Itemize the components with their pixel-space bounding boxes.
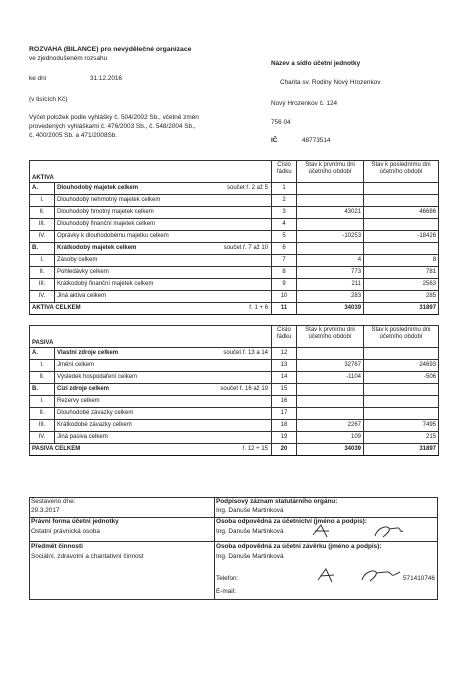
- row-number: 13: [272, 360, 297, 372]
- table-row: [30, 420, 439, 432]
- total-last-day: 31897: [364, 444, 439, 456]
- total-formula: ř. 1 + 6: [249, 305, 269, 311]
- row-number: 5: [272, 231, 297, 243]
- row-sum-formula: součet ř. 7 až 10: [223, 245, 269, 251]
- row-number: 15: [272, 384, 297, 396]
- pasiva-table: [29, 325, 439, 456]
- total-row: [30, 303, 439, 315]
- units-note: (v tisících Kč): [29, 96, 68, 103]
- accounting-person-label: Osoba odpovědná za účetnictví (jméno a podpis):: [216, 518, 367, 525]
- row-label-cell: [55, 195, 272, 207]
- total-first-day: 34039: [297, 444, 364, 456]
- signature-mark-1: [305, 519, 425, 541]
- table-row: [30, 348, 439, 360]
- table-row: [30, 231, 439, 243]
- ic-label: IČ: [271, 137, 278, 144]
- row-sum-formula: součet ř. 13 a 14: [223, 350, 269, 356]
- col-row-number: Číslo řádku: [272, 326, 297, 348]
- col-last-day: Stav k poslednímu dni účetního období: [364, 161, 439, 183]
- phone-value: 571410746: [403, 575, 435, 582]
- accounting-person-name: Ing. Danuše Martinková: [216, 528, 284, 535]
- row-label-cell: [55, 420, 272, 432]
- value-last-day: 2563: [364, 279, 439, 291]
- value-first-day: 773: [297, 267, 364, 279]
- total-row-number: 11: [272, 303, 297, 315]
- value-first-day: 211: [297, 279, 364, 291]
- value-first-day: 109: [297, 432, 364, 444]
- value-last-day: 8: [364, 255, 439, 267]
- total-label-cell: [30, 444, 272, 456]
- row-index: IV.: [30, 291, 55, 303]
- row-sum-formula: součet ř. 2 až 5: [227, 185, 269, 191]
- row-label-cell: [55, 231, 272, 243]
- value-last-day: 7495: [364, 420, 439, 432]
- value-last-day: 46686: [364, 207, 439, 219]
- row-number: 14: [272, 372, 297, 384]
- row-number: 8: [272, 267, 297, 279]
- value-last-day: [364, 384, 439, 396]
- ic-value: 48773514: [302, 137, 331, 144]
- date-value: 31.12.2016: [90, 75, 122, 82]
- table-row: [30, 267, 439, 279]
- value-last-day: 24693: [364, 360, 439, 372]
- total-row: [30, 444, 439, 456]
- value-first-day: 43021: [297, 207, 364, 219]
- row-label: Pohledávky celkem: [57, 269, 109, 275]
- org-zip: 756 04: [271, 119, 291, 126]
- row-index: III.: [30, 279, 55, 291]
- doc-title: ROZVAHA (BILANCE) pro nevýdělečné organizace: [29, 46, 192, 53]
- pasiva-title: PASIVA: [30, 326, 272, 348]
- row-label-cell: [55, 279, 272, 291]
- value-first-day: [297, 396, 364, 408]
- row-label-cell: [55, 255, 272, 267]
- row-label-cell: [55, 408, 272, 420]
- row-sum-formula: součet ř. 16 až 19: [220, 386, 269, 392]
- org-heading: Název a sídlo účetní jednotky: [271, 60, 361, 67]
- value-last-day: [364, 183, 439, 195]
- row-label-cell: [55, 267, 272, 279]
- table-row: [30, 396, 439, 408]
- value-first-day: [297, 243, 364, 255]
- row-label-cell: [55, 219, 272, 231]
- table-row: [30, 372, 439, 384]
- value-last-day: [364, 396, 439, 408]
- row-label: Dlouhodobý hmotný majetek celkem: [57, 209, 154, 215]
- value-first-day: [297, 348, 364, 360]
- row-index: II.: [30, 372, 55, 384]
- row-number: 19: [272, 432, 297, 444]
- value-first-day: [297, 219, 364, 231]
- row-number: 1: [272, 183, 297, 195]
- activity-label: Předmět činnosti: [31, 543, 83, 550]
- table-row: [30, 207, 439, 219]
- compiled-label: Sestaveno dne:: [31, 498, 76, 505]
- row-index: III.: [30, 219, 55, 231]
- value-last-day: -18426: [364, 231, 439, 243]
- row-number: 17: [272, 408, 297, 420]
- row-label: Vlastní zdroje celkem: [57, 350, 119, 356]
- value-first-day: [297, 384, 364, 396]
- row-index: II.: [30, 267, 55, 279]
- compiled-value: 29.3.2017: [31, 507, 60, 514]
- value-last-day: 781: [364, 267, 439, 279]
- row-number: 4: [272, 219, 297, 231]
- table-row: [30, 291, 439, 303]
- signature-name: Ing. Danuše Martinková: [216, 507, 284, 514]
- value-first-day: [297, 408, 364, 420]
- regulation-line-1: Výčet položek podle vyhlášky č. 504/2002 Sb., včetně změn: [29, 114, 199, 121]
- table-row: [30, 195, 439, 207]
- total-first-day: 34039: [297, 303, 364, 315]
- row-label-cell: [55, 432, 272, 444]
- row-label-cell: [55, 183, 272, 195]
- legal-form-value: Ostatní právnická osoba: [31, 528, 100, 535]
- row-index: B.: [30, 243, 55, 255]
- total-label-cell: [30, 303, 272, 315]
- value-last-day: -506: [364, 372, 439, 384]
- regulation-line-2: provedených vyhláškami č. 476/2003 Sb., č. 548/2004 Sb.,: [29, 123, 196, 130]
- value-last-day: 215: [364, 432, 439, 444]
- table-row: [30, 360, 439, 372]
- row-index: I.: [30, 360, 55, 372]
- row-label: Krátkodobý finanční majetek celkem: [57, 281, 154, 287]
- row-label-cell: [55, 348, 272, 360]
- email-label: E-mail:: [216, 588, 236, 595]
- row-label: Jiná aktiva celkem: [57, 293, 107, 299]
- value-last-day: [364, 195, 439, 207]
- row-number: 10: [272, 291, 297, 303]
- row-index: II.: [30, 207, 55, 219]
- closing-person-label: Osoba odpovědná za účetní závěrku (jméno a podpis):: [216, 543, 382, 550]
- value-first-day: 32767: [297, 360, 364, 372]
- row-label-cell: [55, 207, 272, 219]
- row-index: IV.: [30, 432, 55, 444]
- value-first-day: [297, 195, 364, 207]
- row-label-cell: [55, 396, 272, 408]
- row-label-cell: [55, 384, 272, 396]
- table-row: [30, 219, 439, 231]
- row-index: II.: [30, 408, 55, 420]
- row-label: Výsledek hospodaření celkem: [57, 374, 138, 380]
- value-first-day: 2267: [297, 420, 364, 432]
- col-last-day: Stav k poslednímu dni účetního období: [364, 326, 439, 348]
- row-number: 3: [272, 207, 297, 219]
- row-index: A.: [30, 183, 55, 195]
- row-index: I.: [30, 396, 55, 408]
- value-last-day: [364, 243, 439, 255]
- row-label: Jiná pasiva celkem: [57, 434, 108, 440]
- row-number: 7: [272, 255, 297, 267]
- signature-label: Podpisový záznam statutárního orgánu:: [216, 498, 338, 505]
- value-last-day: [364, 219, 439, 231]
- row-label: Jmění celkem: [57, 362, 95, 368]
- activity-value: Sociální, zdravotní a charitativní činnost: [31, 553, 144, 560]
- total-label: AKTIVA CELKEM: [32, 305, 81, 311]
- table-row: [30, 384, 439, 396]
- row-index: I.: [30, 255, 55, 267]
- org-address: Nový Hrozenkov č. 124: [271, 100, 338, 107]
- value-last-day: 285: [364, 291, 439, 303]
- row-label: Dlouhodobý finanční majetek celkem: [57, 221, 156, 227]
- row-label: Krátkodobé závazky celkem: [57, 422, 132, 428]
- aktiva-table: [29, 160, 439, 315]
- legal-form-label: Právní forma účetní jednotky: [31, 518, 119, 525]
- signature-mark-2: [310, 564, 410, 586]
- col-first-day: Stav k prvnímu dni účetního období: [297, 326, 364, 348]
- row-number: 2: [272, 195, 297, 207]
- table-row: [30, 243, 439, 255]
- row-index: IV.: [30, 231, 55, 243]
- closing-person-name: Ing. Danuše Martinková: [216, 553, 284, 560]
- date-label: ke dni: [29, 75, 47, 82]
- row-number: 18: [272, 420, 297, 432]
- value-first-day: -10253: [297, 231, 364, 243]
- value-first-day: 4: [297, 255, 364, 267]
- value-first-day: [297, 183, 364, 195]
- table-row: [30, 432, 439, 444]
- row-label: Zásoby celkem: [57, 257, 98, 263]
- row-label: Dlouhodobé závazky celkem: [57, 410, 134, 416]
- row-label: Oprávky k dlouhodobému majetku celkem: [57, 233, 169, 239]
- table-row: [30, 183, 439, 195]
- total-last-day: 31897: [364, 303, 439, 315]
- row-number: 9: [272, 279, 297, 291]
- phone-label: Telefon:: [216, 575, 239, 582]
- row-label-cell: [55, 372, 272, 384]
- row-number: 6: [272, 243, 297, 255]
- doc-subtitle: ve zjednodušeném rozsahu: [29, 55, 108, 62]
- row-label: Krátkodobý majetek celkem: [57, 245, 137, 251]
- row-number: 16: [272, 396, 297, 408]
- total-row-number: 20: [272, 444, 297, 456]
- row-label-cell: [55, 360, 272, 372]
- row-label: Dlouhodobý majetek celkem: [57, 185, 139, 191]
- table-row: [30, 408, 439, 420]
- row-index: I.: [30, 195, 55, 207]
- row-label: Cizí zdroje celkem: [57, 386, 110, 392]
- value-last-day: [364, 348, 439, 360]
- value-first-day: 283: [297, 291, 364, 303]
- col-first-day: Stav k prvnímu dni účetního období: [297, 161, 364, 183]
- row-index: B.: [30, 384, 55, 396]
- value-last-day: [364, 408, 439, 420]
- value-first-day: -1104: [297, 372, 364, 384]
- total-label: PASIVA CELKEM: [32, 446, 81, 452]
- total-formula: ř. 12 + 15: [242, 446, 269, 452]
- row-label-cell: [55, 291, 272, 303]
- aktiva-title: AKTIVA: [30, 161, 272, 183]
- row-index: A.: [30, 348, 55, 360]
- row-index: III.: [30, 420, 55, 432]
- col-row-number: Číslo řádku: [272, 161, 297, 183]
- table-row: [30, 279, 439, 291]
- table-row: [30, 255, 439, 267]
- regulation-line-3: č. 400/2005 Sb. a 471/2008Sb.: [29, 132, 118, 139]
- org-name: Charita sv. Rodiny Nový Hrozenkov: [280, 79, 381, 86]
- row-label-cell: [55, 243, 272, 255]
- row-label: Rezervy celkem: [57, 398, 100, 404]
- row-number: 12: [272, 348, 297, 360]
- row-label: Dlouhodobý nehmotný majetek celkem: [57, 197, 161, 203]
